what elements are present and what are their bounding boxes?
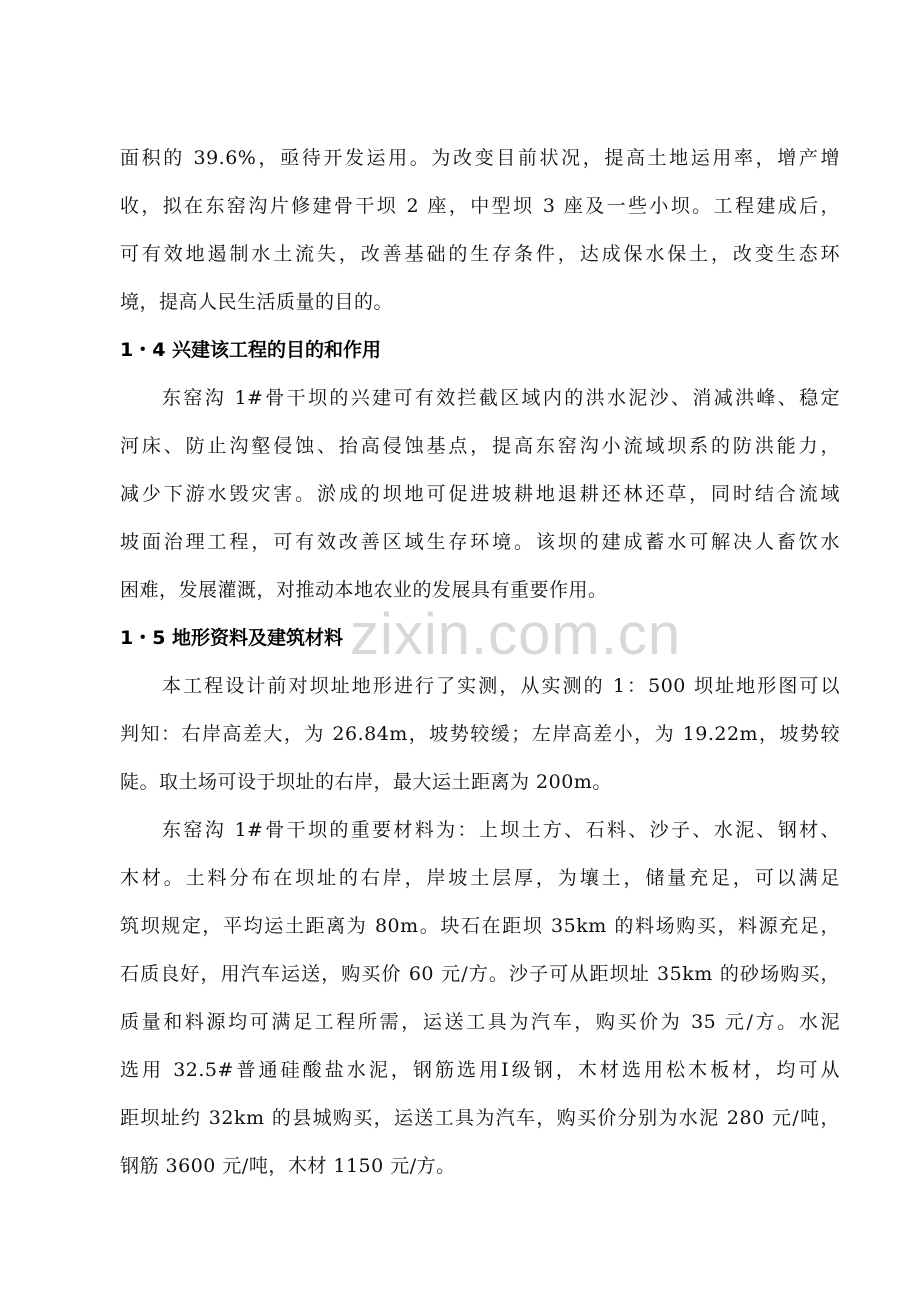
text-line: 判知：右岸高差大，为 26.84m，坡势较缓；左岸高差小，为 19.22m，坡势较 xyxy=(120,723,840,745)
text-line: 面积的 39.6%，亟待开发运用。为改变目前状况，提高土地运用率，增产增 xyxy=(120,147,840,169)
text-line: 钢筋 3600 元/吨，木材 1150 元/方。 xyxy=(120,1155,456,1177)
watermark: zixin.com.cn xyxy=(350,602,682,667)
text-line: 减少下游水毁灾害。淤成的坝地可促进坡耕地退耕还林还草，同时结合流域 xyxy=(120,483,840,505)
text-line: 河床、防止沟壑侵蚀、抬高侵蚀基点，提高东窑沟小流域坝系的防洪能力， xyxy=(120,435,840,457)
text-line: 陡。取土场可设于坝址的右岸，最大运土距离为 200m。 xyxy=(120,771,612,793)
section-heading-1-5: 1・5 地形资料及建筑材料 xyxy=(120,627,344,649)
text-line: 本工程设计前对坝址地形进行了实测，从实测的 1：500 坝址地形图可以 xyxy=(162,675,840,697)
section-heading-1-4: 1・4 兴建该工程的目的和作用 xyxy=(120,339,382,361)
text-line: 困难，发展灌溉，对推动本地农业的发展具有重要作用。 xyxy=(120,579,608,601)
text-line: 质量和料源均可满足工程所需，运送工具为汽车，购买价为 35 元/方。水泥 xyxy=(120,1011,840,1033)
text-line: 东窑沟 1#骨干坝的兴建可有效拦截区域内的洪水泥沙、消减洪峰、稳定 xyxy=(162,387,840,409)
text-line: 选用 32.5#普通硅酸盐水泥，钢筋选用Ⅰ级钢，木材选用松木板材，均可从 xyxy=(120,1059,840,1081)
text-line: 筑坝规定，平均运土距离为 80m。块石在距坝 35km 的料场购买，料源充足， xyxy=(120,915,840,937)
text-line: 可有效地遏制水土流失，改善基础的生存条件，达成保水保土，改变生态环 xyxy=(120,243,840,265)
text-line: 距坝址约 32km 的县城购买，运送工具为汽车，购买价分别为水泥 280 元/吨， xyxy=(120,1107,840,1129)
text-line: 境，提高人民生活质量的目的。 xyxy=(120,291,394,313)
text-line: 坡面治理工程，可有效改善区域生存环境。该坝的建成蓄水可解决人畜饮水 xyxy=(120,531,840,553)
text-line: 木材。土料分布在坝址的右岸，岸坡土层厚，为壤土，储量充足，可以满足 xyxy=(120,867,840,889)
text-line: 石质良好，用汽车运送，购买价 60 元/方。沙子可从距坝址 35km 的砂场购买， xyxy=(120,963,840,985)
text-line: 东窑沟 1#骨干坝的重要材料为：上坝土方、石料、沙子、水泥、钢材、 xyxy=(162,819,840,841)
text-line: 收，拟在东窑沟片修建骨干坝 2 座，中型坝 3 座及一些小坝。工程建成后， xyxy=(120,195,840,217)
